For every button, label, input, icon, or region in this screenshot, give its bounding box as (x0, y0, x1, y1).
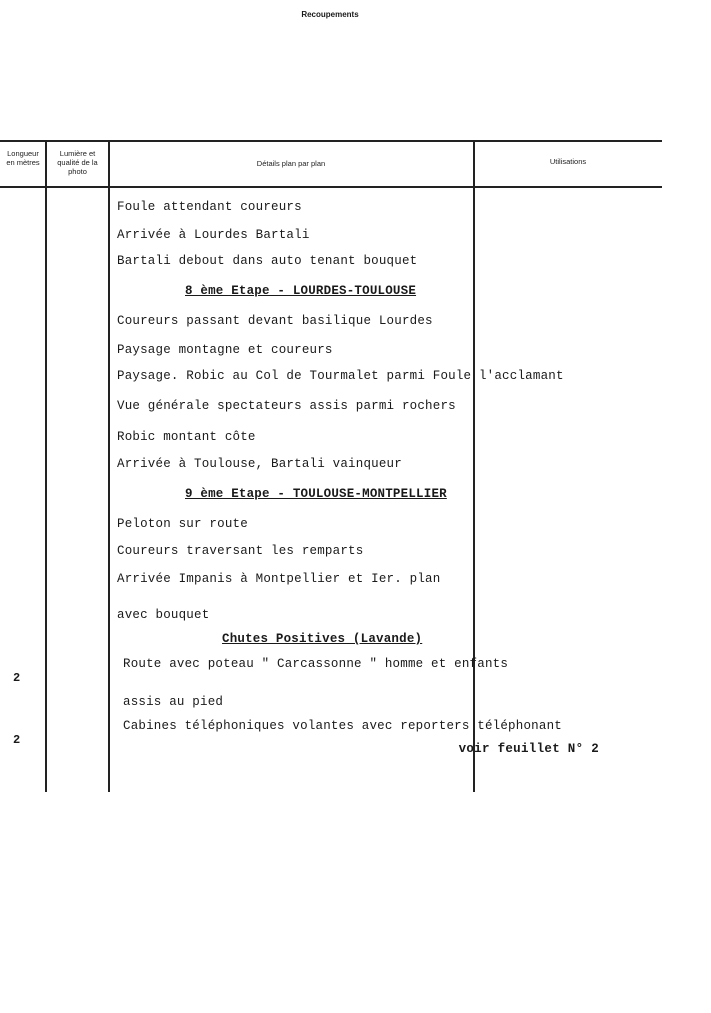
shot-line: Bartali debout dans auto tenant bouquet (117, 254, 418, 268)
shot-line: Peloton sur route (117, 517, 248, 531)
length-value: 2 (13, 733, 21, 747)
length-value: 2 (13, 671, 21, 685)
shot-line: Arrivée à Toulouse, Bartali vainqueur (117, 457, 402, 471)
section-heading: Chutes Positives (Lavande) (222, 632, 423, 646)
header-uses: Utilisations (549, 157, 587, 166)
column-divider-1 (45, 140, 47, 792)
column-divider-2 (108, 140, 110, 792)
shot-line: Foule attendant coureurs (117, 200, 302, 214)
header-bottom-rule (0, 186, 662, 188)
shot-line: Vue générale spectateurs assis parmi rochers (117, 399, 456, 413)
shot-line: Route avec poteau " Carcassonne " homme et enfants (123, 657, 509, 671)
section-heading: 9 ème Etape - TOULOUSE-MONTPELLIER (185, 487, 447, 501)
shot-line: Arrivée Impanis à Montpellier et Ier. plan (117, 572, 441, 586)
page-title: Recoupements (301, 10, 359, 19)
header-length: Longueur en mètres (6, 149, 40, 167)
shot-line: avec bouquet (117, 608, 210, 622)
shot-line: Coureurs traversant les remparts (117, 544, 364, 558)
column-divider-3 (473, 140, 475, 792)
footer-note: voir feuillet N° 2 (458, 742, 599, 756)
shot-line: Cabines téléphoniques volantes avec reporters téléphonant (123, 719, 562, 733)
shot-line: Coureurs passant devant basilique Lourdes (117, 314, 433, 328)
shot-line: Paysage. Robic au Col de Tourmalet parmi Foule l'acclamant (117, 369, 564, 383)
shot-line: Robic montant côte (117, 430, 256, 444)
shot-line: Paysage montagne et coureurs (117, 343, 333, 357)
table-top-rule (0, 140, 662, 142)
header-light: Lumière et qualité de la photo (57, 149, 98, 176)
section-heading: 8 ème Etape - LOURDES-TOULOUSE (185, 284, 417, 298)
shot-line: assis au pied (123, 695, 224, 709)
shot-line: Arrivée à Lourdes Bartali (117, 228, 310, 242)
header-details: Détails plan par plan (256, 159, 326, 168)
